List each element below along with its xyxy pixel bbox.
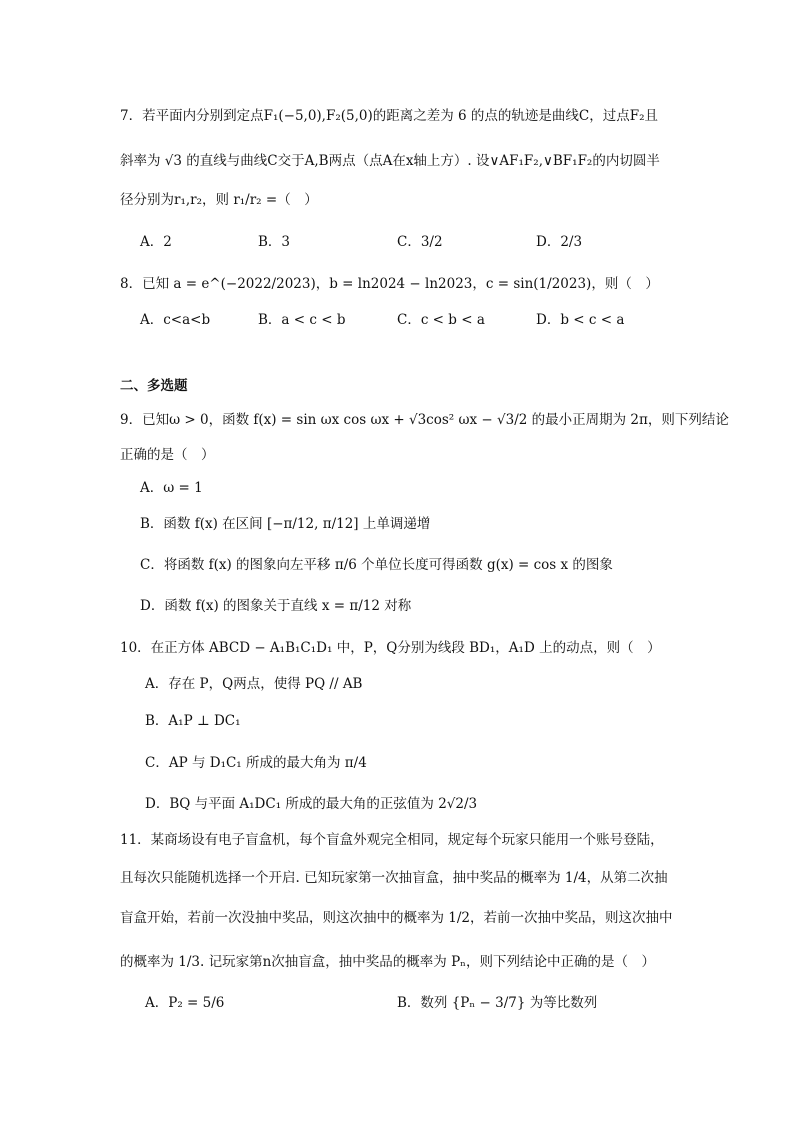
q11-line-1: 11．某商场设有电子盲盒机，每个盲盒外观完全相同，规定每个玩家只能用一个账号登陆，	[120, 832, 664, 848]
q9-option-a: A．ω = 1	[140, 480, 203, 496]
q8-option-c: C．c < b < a	[397, 312, 485, 328]
q8-option-a: A．c<a<b	[140, 312, 211, 328]
q7-line-1: 7．若平面内分别到定点F₁(−5,0),F₂(5,0)的距离之差为 6 的点的轨迹是曲线C，过点F₂且	[120, 108, 659, 124]
q11-line-2: 且每次只能随机选择一个开启. 已知玩家第一次抽盲盒，抽中奖品的概率为 1/4，从第二次抽	[120, 870, 668, 886]
q9-line-2: 正确的是（ ）	[120, 447, 215, 463]
q11-option-a: A．P₂ = 5/6	[145, 995, 225, 1011]
q11-line-3: 盲盒开始，若前一次没抽中奖品，则这次抽中的概率为 1/2，若前一次抽中奖品，则这次抽中	[120, 910, 673, 926]
q7-option-a: A．2	[140, 234, 172, 250]
q7-option-d: D．2/3	[536, 234, 583, 250]
q11-line-4: 的概率为 1/3. 记玩家第n次抽盲盒，抽中奖品的概率为 Pₙ，则下列结论中正确的是（ ）	[120, 954, 656, 970]
q9-option-c: C．将函数 f(x) 的图象向左平移 π/6 个单位长度可得函数 g(x) = cos x 的图象	[140, 557, 613, 573]
q9-line-1: 9．已知ω > 0，函数 f(x) = sin ωx cos ωx + √3cos² ωx − √3/2 的最小正周期为 2π，则下列结论	[120, 412, 729, 428]
q10-line-1: 10．在正方体 ABCD − A₁B₁C₁D₁ 中，P，Q分别为线段 BD₁，A₁D 上的动点，则（ ）	[120, 640, 661, 656]
q8-option-b: B．a < c < b	[258, 312, 346, 328]
section-heading: 二、多选题	[120, 378, 188, 394]
q8-line-1: 8．已知 a = e^(−2022/2023)，b = ln2024 − ln2023，c = sin(1/2023)，则（ ）	[120, 276, 659, 292]
q7-option-b: B．3	[258, 234, 291, 250]
q7-line-2: 斜率为 √3 的直线与曲线C交于A,B两点（点A在x轴上方）. 设∨AF₁F₂,∨BF₁F₂的内切圆半	[120, 153, 660, 169]
q8-option-d: D．b < c < a	[536, 312, 625, 328]
q7-option-c: C．3/2	[397, 234, 443, 250]
q10-option-d: D．BQ 与平面 A₁DC₁ 所成的最大角的正弦值为 2√2/3	[145, 796, 478, 812]
q11-option-b: B．数列 {Pₙ − 3/7} 为等比数列	[397, 995, 598, 1011]
q10-option-c: C．AP 与 D₁C₁ 所成的最大角为 π/4	[145, 755, 367, 771]
q9-option-b: B．函数 f(x) 在区间 [−π/12, π/12] 上单调递增	[140, 516, 431, 532]
q10-option-a: A．存在 P，Q两点，使得 PQ // AB	[145, 676, 363, 692]
q7-line-3: 径分别为r₁,r₂，则 r₁/r₂ =（ ）	[120, 192, 318, 208]
q9-option-d: D．函数 f(x) 的图象关于直线 x = π/12 对称	[140, 598, 412, 614]
q10-option-b: B．A₁P ⊥ DC₁	[145, 713, 241, 729]
